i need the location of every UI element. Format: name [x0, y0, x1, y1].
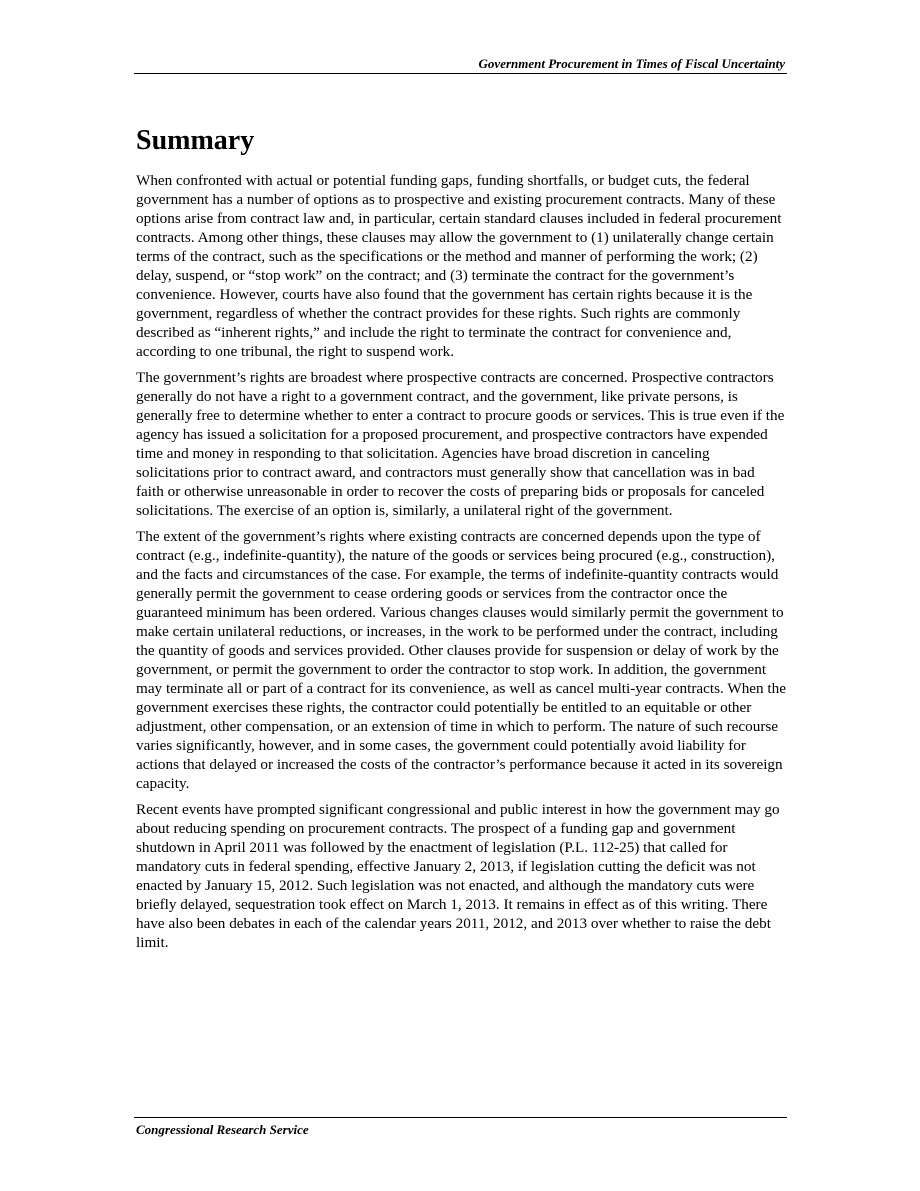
summary-body [136, 171, 786, 959]
running-footer-organization: Congressional Research Service [136, 1122, 309, 1137]
running-header-title: Government Procurement in Times of Fiscal Uncertainty [478, 56, 785, 71]
summary-paragraph-1: When confronted with actual or potential funding gaps, funding shortfalls, or budget cuts, the federal government has a number of options as to prospective and existing procurement contracts. Many of these options arise from contract law and, in particular, certain standard clauses included in federal procurement contracts. Among other things, these clauses may allow the government to (1) unilaterally change certain terms of the contract, such as the specifications or the method and manner of performing the work; (2) delay, suspend, or “stop work” on the contract; and (3) terminate the contract for the government’s convenience. However, courts have also found that the government has certain rights because it is the government, regardless of whether the contract provides for these rights. Such rights are commonly described as “inherent rights,” and include the right to terminate the contract for convenience and, according to one tribunal, the right to suspend work. [136, 172, 782, 361]
summary-paragraph-2: The government’s rights are broadest where prospective contracts are concerned. Prospective contractors generally do not have a right to a government contract, and the government, like private persons, is generally free to determine whether to enter a contract to procure goods or services. This is true even if the agency has issued a solicitation for a proposed procurement, and prospective contractors have expended time and money in responding to that solicitation. Agencies have broad discretion in canceling solicitations prior to contract award, and contractors must generally show that cancellation was in bad faith or otherwise unreasonable in order to recover the costs of preparing bids or proposals for canceled solicitations. The exercise of an option is, similarly, a unilateral right of the government. [136, 368, 785, 520]
page-title: Summary [136, 125, 255, 156]
summary-paragraph-3: The extent of the government’s rights where existing contracts are concerned depends upon the type of contract (e.g., indefinite-quantity), the nature of the goods or services being procured (e.g., construction), and the facts and circumstances of the case. For example, the terms of indefinite-quantity contracts would generally permit the government to cease ordering goods or services from the contractor once the guaranteed minimum has been ordered. Various changes clauses would similarly permit the government to make certain unilateral reductions, or increases, in the work to be performed under the contract, including the quantity of goods and services provided. Other clauses provide for suspension or delay of work by the government, or permit the government to order the contractor to stop work. In addition, the government may terminate all or part of a contract for its convenience, as well as cancel multi-year contracts. When the government exercises these rights, the contractor could potentially be entitled to an equitable or other adjustment, other compensation, or an extension of time in which to perform. The nature of such recourse varies significantly, however, and in some cases, the government could potentially avoid liability for actions that delayed or increased the costs of the contractor’s performance because it acted in its sovereign capacity. [136, 527, 786, 793]
running-header [134, 56, 787, 74]
summary-paragraph-4: Recent events have prompted significant congressional and public interest in how the government may go about reducing spending on procurement contracts. The prospect of a funding gap and government shutdown in April 2011 was followed by the enactment of legislation (P.L. 112-25) that called for mandatory cuts in federal spending, effective January 2, 2013, if legislation cutting the deficit was not enacted by January 15, 2012. Such legislation was not enacted, and although the mandatory cuts were briefly delayed, sequestration took effect on March 1, 2013. It remains in effect as of this writing. There have also been debates in each of the calendar years 2011, 2012, and 2013 over whether to raise the debt limit. [136, 801, 780, 952]
running-footer [134, 1117, 787, 1137]
